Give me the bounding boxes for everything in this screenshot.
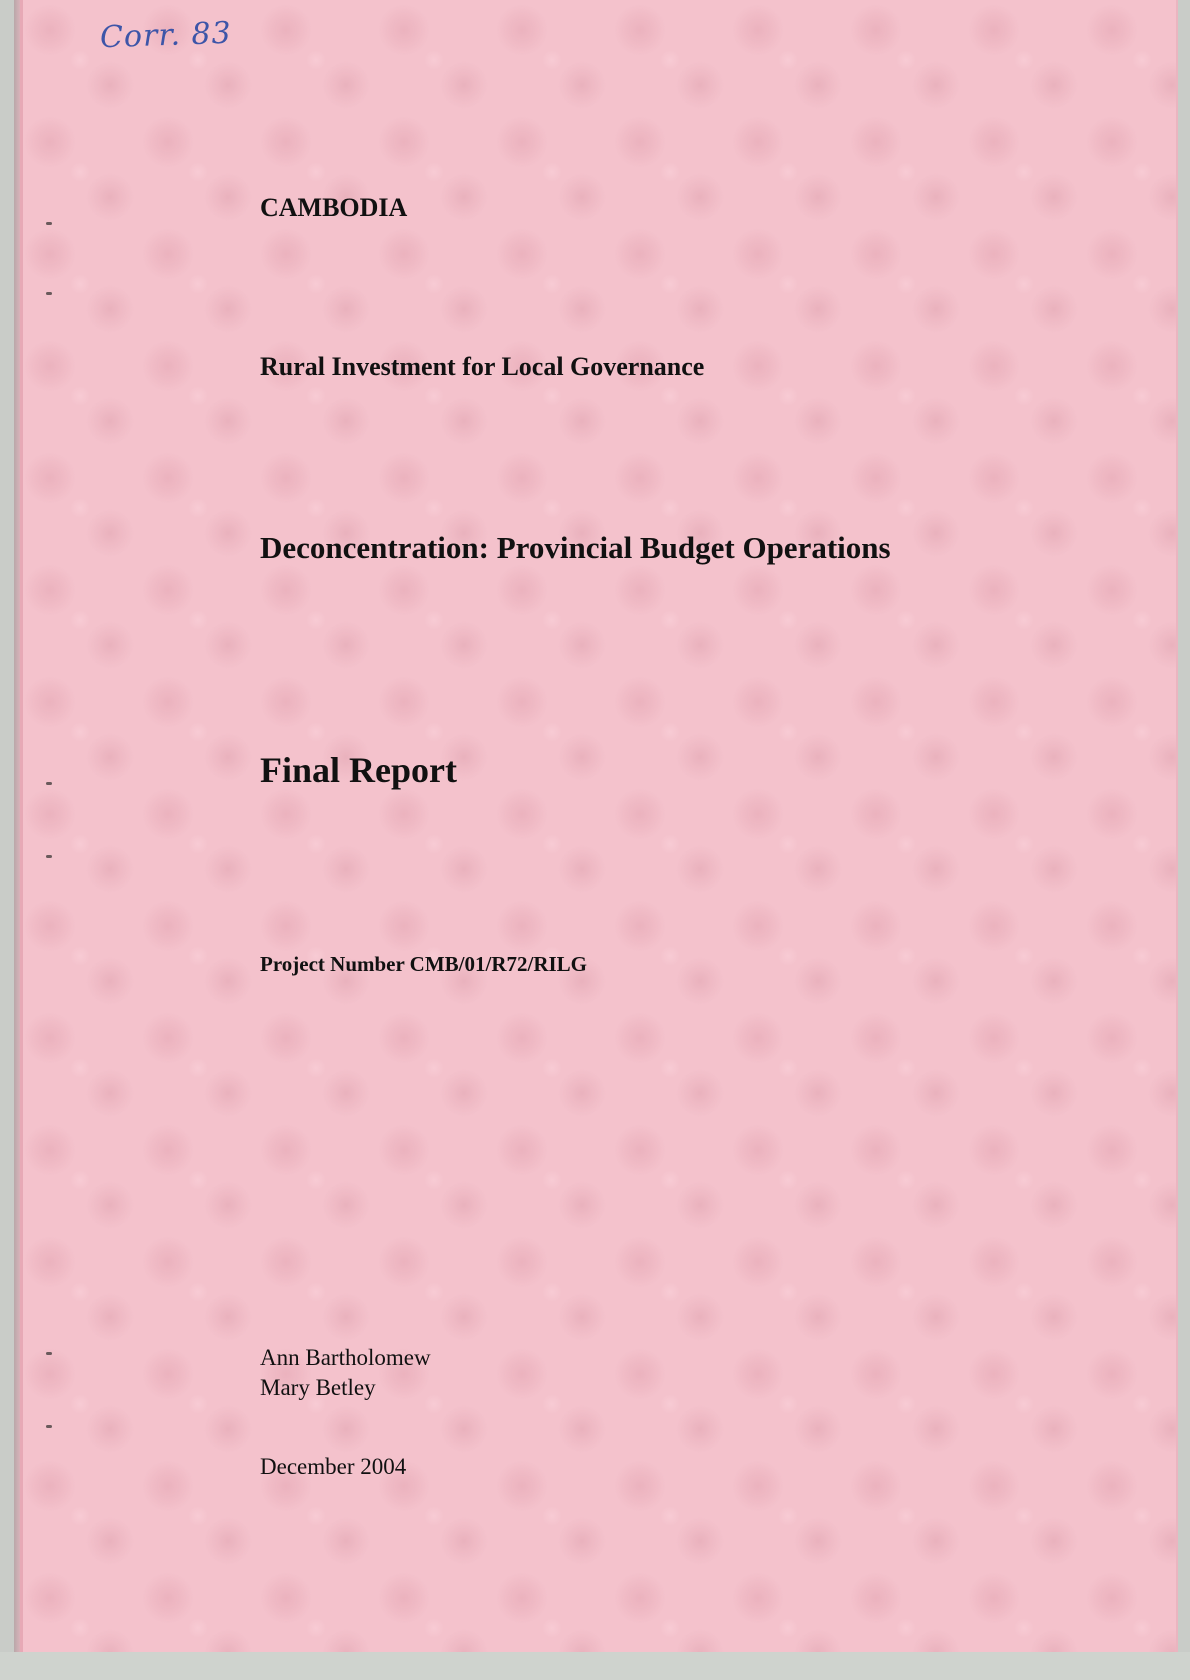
author-name: Mary Betley bbox=[260, 1375, 376, 1400]
scan-bottom-margin bbox=[0, 1652, 1190, 1680]
punch-mark bbox=[46, 222, 52, 225]
author-name: Ann Bartholomew bbox=[260, 1345, 431, 1370]
program-title: Rural Investment for Local Governance bbox=[260, 352, 705, 381]
punch-mark bbox=[46, 1425, 52, 1428]
project-number: Project Number CMB/01/R72/RILG bbox=[260, 952, 588, 976]
country-heading: CAMBODIA bbox=[260, 193, 408, 222]
report-subject: Deconcentration: Provincial Budget Operations bbox=[260, 530, 891, 565]
report-cover bbox=[20, 0, 1178, 1652]
punch-mark bbox=[46, 1352, 52, 1355]
publication-date: December 2004 bbox=[260, 1454, 407, 1479]
handwritten-note: Corr. 83 bbox=[99, 15, 233, 56]
punch-mark bbox=[46, 855, 52, 858]
punch-mark bbox=[46, 292, 52, 295]
author-list bbox=[260, 1343, 431, 1403]
punch-mark bbox=[46, 782, 52, 785]
report-type-title: Final Report bbox=[260, 750, 457, 790]
